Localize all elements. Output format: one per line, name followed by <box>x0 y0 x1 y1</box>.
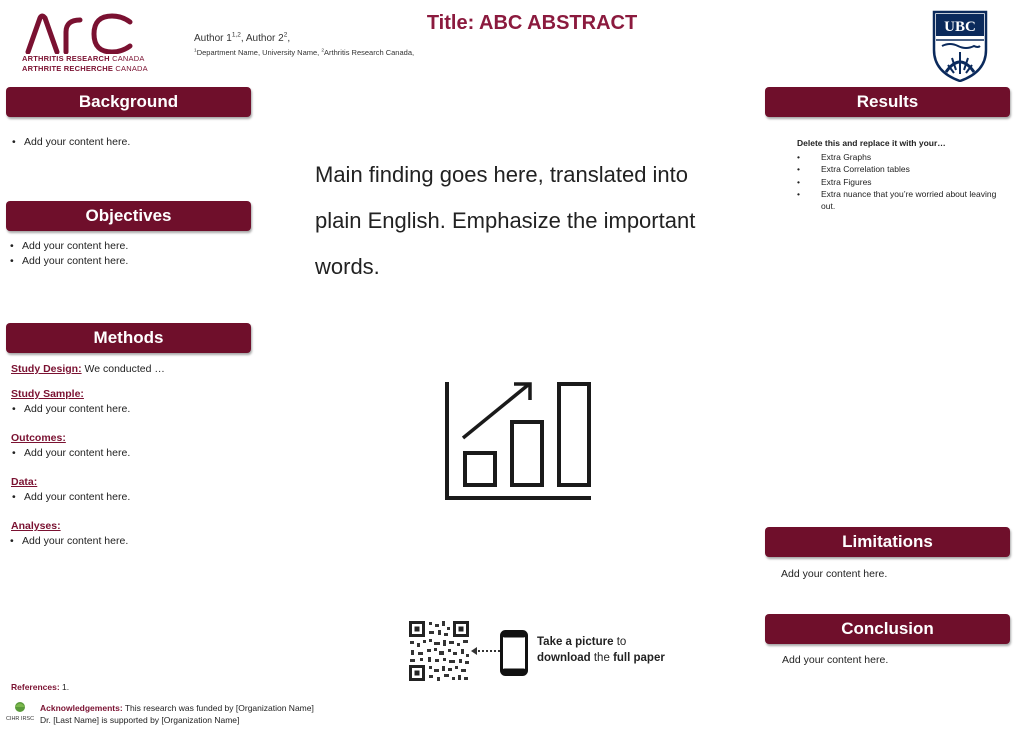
qr-code-icon[interactable] <box>407 619 471 683</box>
ack-text: This research was funded by [Organization Name] <box>122 703 314 713</box>
list-item: • Extra Correlation tables <box>797 163 997 175</box>
limitations-title: Limitations <box>842 532 933 551</box>
list-item: • Extra nuance that you’re worried about leaving out. <box>797 188 997 213</box>
download-text: download <box>537 652 591 664</box>
results-heading: Delete this and replace it with your… <box>797 138 946 148</box>
take-picture-text: Take a picture <box>537 636 614 648</box>
arrow-head-icon <box>471 647 477 655</box>
objectives-banner <box>6 201 251 231</box>
cihr-logo-text: CIHR IRSC <box>6 716 34 722</box>
study-design <box>11 359 165 377</box>
arc-logo-mark <box>22 12 140 54</box>
outcomes-list <box>10 446 130 461</box>
conclusion-banner <box>765 614 1010 644</box>
support-text: Dr. [Last Name] is supported by [Organization Name] <box>40 715 240 725</box>
ack-label: Acknowledgements: <box>40 703 123 713</box>
background-title: Background <box>78 92 179 111</box>
list-item: • Add your content here. <box>8 534 128 549</box>
references-label: References: <box>11 682 60 692</box>
list-item: • Extra Figures <box>797 176 997 188</box>
logo-line-2: ARTHRITE RECHERCHE CANADA <box>22 64 148 73</box>
data-list <box>10 490 130 505</box>
methods-title: Methods <box>93 328 164 347</box>
list-item: • Add your content here. <box>10 490 130 505</box>
conclusion-text: Add your content here. <box>782 654 889 666</box>
the-text: the <box>590 652 614 664</box>
cihr-logo-icon <box>6 700 34 724</box>
study-sample-label: Study Sample: <box>11 388 84 400</box>
to-text: to <box>613 636 627 648</box>
methods-banner <box>6 323 251 353</box>
affiliations: $^1$Department Name, University Name, $^2$Arthritis Research Canada, <box>194 48 415 57</box>
study-design-label: Study Design: <box>11 363 82 375</box>
analyses-label: Analyses: <box>11 520 61 532</box>
dotted-arrow <box>474 650 500 652</box>
list-item: • Add your content here. <box>10 446 130 461</box>
conclusion-title: Conclusion <box>841 619 934 638</box>
background-list <box>10 135 130 150</box>
study-sample-list <box>10 402 130 417</box>
references <box>11 682 69 692</box>
outcomes-label: Outcomes: <box>11 432 66 444</box>
objectives-title: Objectives <box>85 206 172 225</box>
bar-chart-growth-icon <box>444 380 594 502</box>
list-item: • Add your content here. <box>10 135 130 150</box>
data-label: Data: <box>11 476 38 488</box>
ubc-crest-icon <box>932 10 988 82</box>
list-item: • Add your content here. <box>10 402 130 417</box>
background-banner <box>6 87 251 117</box>
page-title: Title: ABC ABSTRACT <box>426 12 638 34</box>
list-item: • Add your content here. <box>8 254 128 269</box>
smartphone-icon <box>500 630 528 676</box>
results-title: Results <box>856 92 919 111</box>
author-list: Author 1$^{1,2}$, Author $2^2$, <box>194 31 291 44</box>
list-item: • Add your content here. <box>8 239 128 254</box>
references-text: 1. <box>59 682 70 692</box>
study-design-text: We conducted … <box>81 363 165 375</box>
main-finding: Main finding goes here, translated into plain English. Emphasize the important words. <box>315 162 696 279</box>
full-paper-text: full paper <box>613 652 665 664</box>
results-banner <box>765 87 1010 117</box>
limitations-text: Add your content here. <box>781 568 888 580</box>
logo-line-1: ARTHRITIS RESEARCH CANADA <box>22 54 145 63</box>
arc-logo <box>22 12 152 80</box>
objectives-list <box>8 239 128 269</box>
download-instructions <box>537 634 665 666</box>
limitations-banner <box>765 527 1010 557</box>
ubc-logo-text: UBC <box>944 19 976 35</box>
list-item: • Extra Graphs <box>797 151 997 163</box>
acknowledgements <box>40 702 314 726</box>
analyses-list <box>8 534 128 549</box>
results-list <box>797 151 997 212</box>
